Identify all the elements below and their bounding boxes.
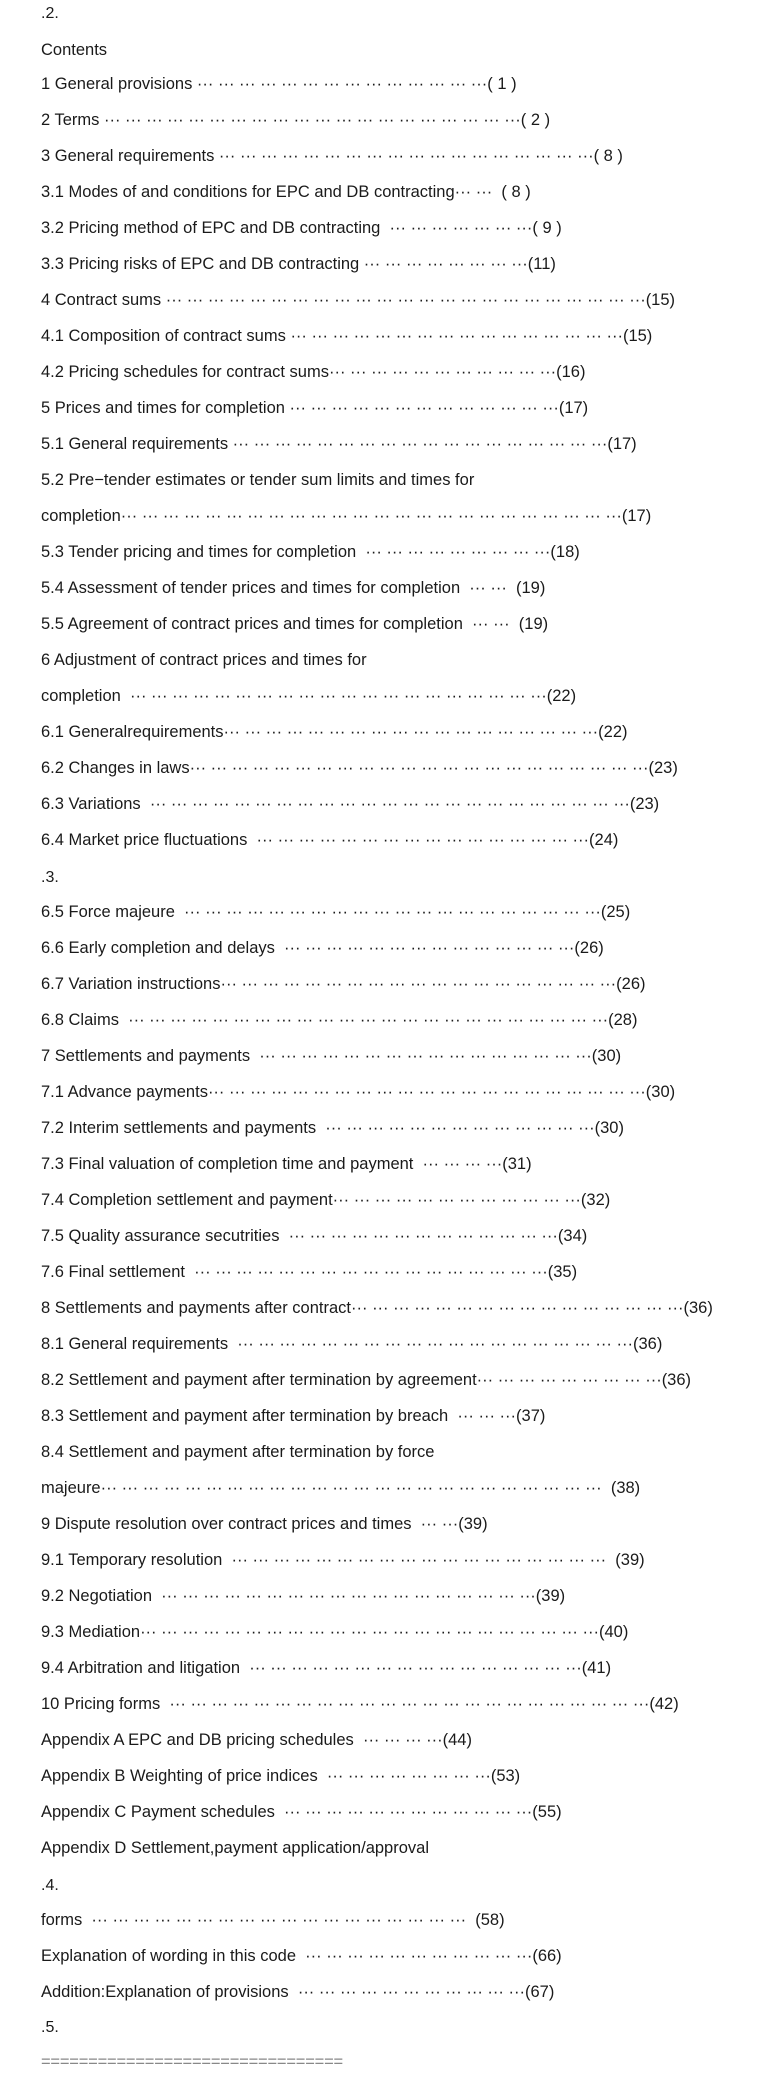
toc-entry: 9 Dispute resolution over contract prices and times ··· ···(39) <box>41 1515 488 1533</box>
toc-entry: 10 Pricing forms ··· ··· ··· ··· ··· ··· ··· ··· ··· ··· ··· ··· ··· ··· ··· ··· ··· ··· ··· ··· ··· ··· ···(42) <box>41 1695 679 1713</box>
toc-entry: completion ··· ··· ··· ··· ··· ··· ··· ··· ··· ··· ··· ··· ··· ··· ··· ··· ··· ··· ··· ···(22) <box>41 687 577 705</box>
toc-entry: completion··· ··· ··· ··· ··· ··· ··· ··· ··· ··· ··· ··· ··· ··· ··· ··· ··· ··· ··· ··· ··· ··· ··· ···(17) <box>41 507 652 525</box>
toc-entry: 9.2 Negotiation ··· ··· ··· ··· ··· ··· ··· ··· ··· ··· ··· ··· ··· ··· ··· ··· ··· ···(39) <box>41 1587 566 1605</box>
toc-entry: 6.8 Claims ··· ··· ··· ··· ··· ··· ··· ··· ··· ··· ··· ··· ··· ··· ··· ··· ··· ··· ··· ··· ··· ··· ···(28) <box>41 1011 638 1029</box>
toc-entry: 6.4 Market price fluctuations ··· ··· ··· ··· ··· ··· ··· ··· ··· ··· ··· ··· ··· ··· ··· ···(24) <box>41 831 619 849</box>
toc-entry: 7.1 Advance payments··· ··· ··· ··· ··· ··· ··· ··· ··· ··· ··· ··· ··· ··· ··· ··· ··· ··· ··· ··· ···(30) <box>41 1083 676 1101</box>
toc-entry: 6.2 Changes in laws··· ··· ··· ··· ··· ··· ··· ··· ··· ··· ··· ··· ··· ··· ··· ··· ··· ··· ··· ··· ··· ···(23) <box>41 759 678 777</box>
contents-heading: Contents <box>41 41 108 59</box>
toc-entry: Explanation of wording in this code ··· ··· ··· ··· ··· ··· ··· ··· ··· ··· ···(66) <box>41 1947 562 1965</box>
toc-entry: 6.3 Variations ··· ··· ··· ··· ··· ··· ··· ··· ··· ··· ··· ··· ··· ··· ··· ··· ··· ··· ··· ··· ··· ··· ···(23) <box>41 795 660 813</box>
page-marker: .3. <box>41 869 59 886</box>
toc-entry: 2 Terms ··· ··· ··· ··· ··· ··· ··· ··· ··· ··· ··· ··· ··· ··· ··· ··· ··· ··· ··· ···( 2 ) <box>41 111 551 129</box>
toc-entry: 5.4 Assessment of tender prices and times for completion ··· ··· (19) <box>41 579 546 597</box>
toc-entry: 8.3 Settlement and payment after termination by breach ··· ··· ···(37) <box>41 1407 546 1425</box>
toc-entry: 7.5 Quality assurance secutrities ··· ··· ··· ··· ··· ··· ··· ··· ··· ··· ··· ··· ···(34) <box>41 1227 588 1245</box>
page-marker: .2. <box>41 5 59 22</box>
toc-entry: Appendix C Payment schedules ··· ··· ··· ··· ··· ··· ··· ··· ··· ··· ··· ···(55) <box>41 1803 562 1821</box>
toc-entry: 5.1 General requirements ··· ··· ··· ··· ··· ··· ··· ··· ··· ··· ··· ··· ··· ··· ··· ··· ··· ···(17) <box>41 435 637 453</box>
toc-entry: 9.3 Mediation··· ··· ··· ··· ··· ··· ··· ··· ··· ··· ··· ··· ··· ··· ··· ··· ··· ··· ··· ··· ··· ···(40) <box>41 1623 629 1641</box>
toc-entry: 3.2 Pricing method of EPC and DB contracting ··· ··· ··· ··· ··· ··· ···( 9 ) <box>41 219 562 237</box>
toc-entry: 9.4 Arbitration and litigation ··· ··· ··· ··· ··· ··· ··· ··· ··· ··· ··· ··· ··· ··· ··· ···(41) <box>41 1659 612 1677</box>
toc-entry: 8 Settlements and payments after contract··· ··· ··· ··· ··· ··· ··· ··· ··· ··· ··· ··· ··· ··· ··· ···(36) <box>41 1299 713 1317</box>
toc-entry: 4 Contract sums ··· ··· ··· ··· ··· ··· ··· ··· ··· ··· ··· ··· ··· ··· ··· ··· ··· ··· ··· ··· ··· ··· ···(15) <box>41 291 676 309</box>
toc-entry: 4.1 Composition of contract sums ··· ··· ··· ··· ··· ··· ··· ··· ··· ··· ··· ··· ··· ··· ··· ···(15) <box>41 327 653 345</box>
toc-entry: 7.6 Final settlement ··· ··· ··· ··· ··· ··· ··· ··· ··· ··· ··· ··· ··· ··· ··· ··· ···(35) <box>41 1263 578 1281</box>
toc-entry: 4.2 Pricing schedules for contract sums··· ··· ··· ··· ··· ··· ··· ··· ··· ··· ···(16) <box>41 363 586 381</box>
toc-entry: 5 Prices and times for completion ··· ··· ··· ··· ··· ··· ··· ··· ··· ··· ··· ··· ···(17) <box>41 399 589 417</box>
toc-entry: 5.5 Agreement of contract prices and times for completion ··· ··· (19) <box>41 615 549 633</box>
toc-entry: 6.7 Variation instructions··· ··· ··· ··· ··· ··· ··· ··· ··· ··· ··· ··· ··· ··· ··· ··· ··· ··· ···(26) <box>41 975 646 993</box>
toc-entry: 7.3 Final valuation of completion time and payment ··· ··· ··· ···(31) <box>41 1155 532 1173</box>
toc-entry: 1 General provisions ··· ··· ··· ··· ··· ··· ··· ··· ··· ··· ··· ··· ··· ···( 1 ) <box>41 75 517 93</box>
toc-entry: 6.5 Force majeure ··· ··· ··· ··· ··· ··· ··· ··· ··· ··· ··· ··· ··· ··· ··· ··· ··· ··· ··· ···(25) <box>41 903 631 921</box>
toc-entry: Addition:Explanation of provisions ··· ··· ··· ··· ··· ··· ··· ··· ··· ··· ···(67) <box>41 1983 555 2001</box>
toc-entry: 3 General requirements ··· ··· ··· ··· ··· ··· ··· ··· ··· ··· ··· ··· ··· ··· ··· ··· ··· ···( 8 ) <box>41 147 623 165</box>
toc-entry: 6 Adjustment of contract prices and times for <box>41 651 367 669</box>
toc-entry: 9.1 Temporary resolution ··· ··· ··· ··· ··· ··· ··· ··· ··· ··· ··· ··· ··· ··· ··· ··· ··· ··· (39) <box>41 1551 645 1569</box>
page-marker: .4. <box>41 1877 59 1894</box>
toc-entry: Appendix B Weighting of price indices ··· ··· ··· ··· ··· ··· ··· ···(53) <box>41 1767 521 1785</box>
bottom-rule: ================================ <box>41 2053 343 2071</box>
toc-entry: 3.1 Modes of and conditions for EPC and DB contracting··· ··· ( 8 ) <box>41 183 531 201</box>
toc-entry: 5.2 Pre−tender estimates or tender sum limits and times for <box>41 471 475 489</box>
toc-entry: 7 Settlements and payments ··· ··· ··· ··· ··· ··· ··· ··· ··· ··· ··· ··· ··· ··· ··· ···(30) <box>41 1047 622 1065</box>
toc-entry: 6.6 Early completion and delays ··· ··· ··· ··· ··· ··· ··· ··· ··· ··· ··· ··· ··· ···(26) <box>41 939 604 957</box>
toc-entry: 8.1 General requirements ··· ··· ··· ··· ··· ··· ··· ··· ··· ··· ··· ··· ··· ··· ··· ··· ··· ··· ···(36) <box>41 1335 663 1353</box>
toc-entry: 7.2 Interim settlements and payments ··· ··· ··· ··· ··· ··· ··· ··· ··· ··· ··· ··· ···(30) <box>41 1119 624 1137</box>
page-marker: .5. <box>41 2019 59 2036</box>
toc-entry: 7.4 Completion settlement and payment··· ··· ··· ··· ··· ··· ··· ··· ··· ··· ··· ···(32) <box>41 1191 611 1209</box>
toc-entry: forms ··· ··· ··· ··· ··· ··· ··· ··· ··· ··· ··· ··· ··· ··· ··· ··· ··· ··· (58) <box>41 1911 505 1929</box>
toc-entry: 5.3 Tender pricing and times for completion ··· ··· ··· ··· ··· ··· ··· ··· ···(18) <box>41 543 580 561</box>
toc-entry: Appendix A EPC and DB pricing schedules ··· ··· ··· ···(44) <box>41 1731 472 1749</box>
toc-entry: 8.2 Settlement and payment after termination by agreement··· ··· ··· ··· ··· ··· ··· ··· ···(36) <box>41 1371 692 1389</box>
toc-entry: 3.3 Pricing risks of EPC and DB contracting ··· ··· ··· ··· ··· ··· ··· ···(11) <box>41 255 556 273</box>
toc-entry: 6.1 Generalrequirements··· ··· ··· ··· ··· ··· ··· ··· ··· ··· ··· ··· ··· ··· ··· ··· ··· ···(22) <box>41 723 628 741</box>
toc-entry: Appendix D Settlement,payment application/approval <box>41 1839 429 1857</box>
toc-entry: majeure··· ··· ··· ··· ··· ··· ··· ··· ··· ··· ··· ··· ··· ··· ··· ··· ··· ··· ··· ··· ··· ··· ··· ··· (38) <box>41 1479 641 1497</box>
toc-entry: 8.4 Settlement and payment after termination by force <box>41 1443 435 1461</box>
